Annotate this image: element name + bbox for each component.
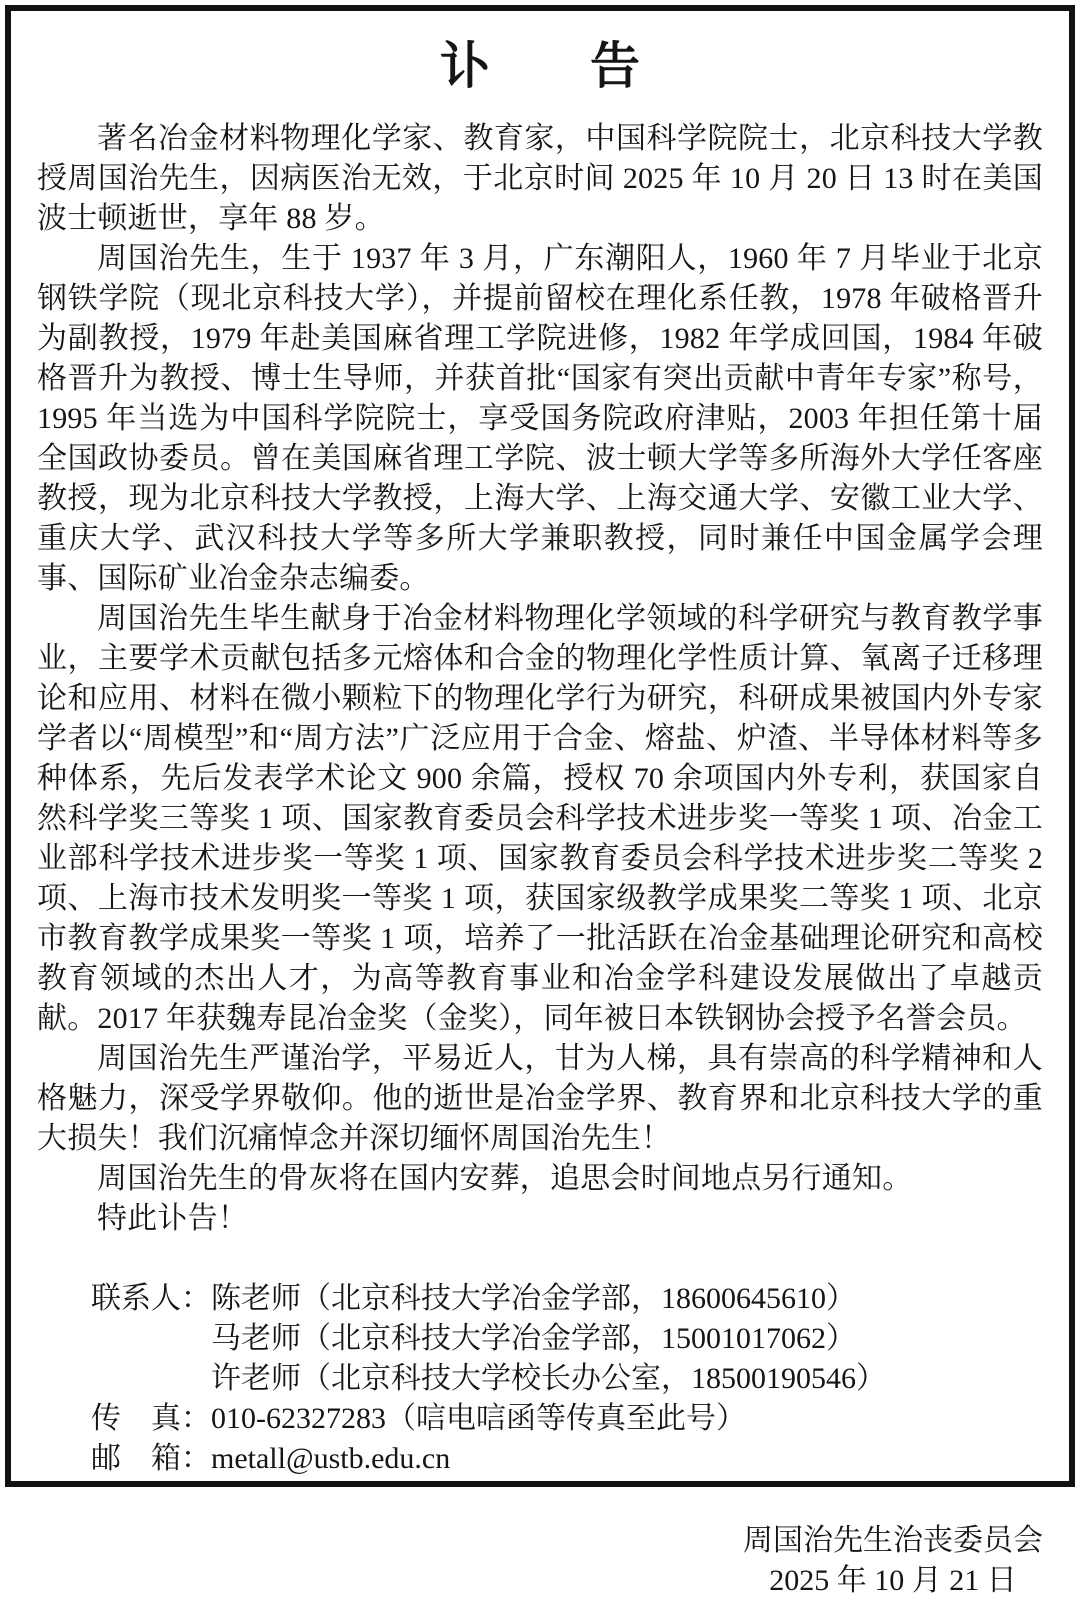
border-frame [5, 5, 1075, 1597]
contact-row-ma [91, 1319, 1043, 1359]
paragraph-tribute: 周国治先生严谨治学，平易近人，甘为人梯，具有崇高的科学精神和人格魅力，深受学界敬仰。他的逝世是冶金学界、教育界和北京科技大学的重大损失！我们沉痛悼念并深切缅怀周国治先生！ [37, 1042, 1043, 1155]
email-address: metall@ustb.edu.cn [211, 1442, 451, 1475]
signature-block [37, 1521, 1043, 1601]
contact-block [91, 1279, 1043, 1479]
contact-person-xu: 许老师（北京科技大学校长办公室，18500190546） [211, 1362, 886, 1395]
contact-row-xu [91, 1359, 1043, 1399]
signature-date: 2025 年 10 月 21 日 [769, 1564, 1017, 1597]
paragraph-death-announcement: 著名冶金材料物理化学家、教育家，中国科学院院士，北京科技大学教授周国治先生，因病医治无效，于北京时间 2025 年 10 月 20 日 13 时在美国波士顿逝世，享年 88 岁。 [37, 122, 1043, 235]
contact-row-chen [91, 1279, 1043, 1319]
fax-label: 传 真： [91, 1402, 211, 1435]
paragraph-closing: 特此讣告！ [97, 1202, 248, 1235]
contact-row-email [91, 1439, 1043, 1479]
signature-inner [743, 1521, 1043, 1601]
signature-committee: 周国治先生治丧委员会 [743, 1524, 1043, 1557]
notice-title: 讣告 [440, 38, 740, 94]
email-label: 邮 箱： [91, 1442, 211, 1475]
paragraph-burial-notice: 周国治先生的骨灰将在国内安葬，追思会时间地点另行通知。 [97, 1162, 913, 1195]
notice-body [37, 119, 1043, 1239]
paragraph-achievements: 周国治先生毕生献身于冶金材料物理化学领域的科学研究与教育教学事业，主要学术贡献包括多元熔体和合金的物理化学性质计算、氧离子迁移理论和应用、材料在微小颗粒下的物理化学行为研究，科研成果被国内外专家学者以“周模型”和“周方法”广泛应用于合金、熔盐、炉渣、半导体材料等多种体系，先后发表学术论文 900 余篇，授权 70 余项国内外专利，获国家自然科学奖三等奖 1 项、国家教育委员会科学技术进步奖一等奖 1 项、冶金工业部科学技术进步奖一等奖 1 项、国家教育委员会科学技术进步奖二等奖 2 项、上海市技术发明奖一等奖 1 项，获国家级教学成果奖二等奖 1 项、北京市教育教学成果奖一等奖 1 项，培养了一批活跃在冶金基础理论研究和高校教育领域的杰出人才，为高等教育事业和冶金学科建设发展做出了卓越贡献。2017 年获魏寿昆冶金奖（金奖），同年被日本铁钢协会授予名誉会员。 [37, 602, 1043, 1035]
contact-person-label: 联系人： [91, 1282, 211, 1315]
contact-row-fax [91, 1399, 1043, 1439]
contact-person-ma: 马老师（北京科技大学冶金学部，15001017062） [211, 1322, 856, 1355]
contact-person-chen: 陈老师（北京科技大学冶金学部，18600645610） [211, 1282, 856, 1315]
paragraph-biography: 周国治先生，生于 1937 年 3 月，广东潮阳人，1960 年 7 月毕业于北京钢铁学院（现北京科技大学），并提前留校在理化系任教，1978 年破格晋升为副教授，1979 年赴美国麻省理工学院进修，1982 年学成回国，1984 年破格晋升为教授、博士生导师，并获首批“国家有突出贡献中青年专家”称号，1995 年当选为中国科学院院士，享受国务院政府津贴，2003 年担任第十届全国政协委员。曾在美国麻省理工学院、波士顿大学等多所海外大学任客座教授，现为北京科技大学教授，上海大学、上海交通大学、安徽工业大学、重庆大学、武汉科技大学等多所大学兼职教授，同时兼任中国金属学会理事、国际矿业冶金杂志编委。 [37, 242, 1043, 595]
fax-number: 010-62327283（唁电唁函等传真至此号） [211, 1402, 746, 1435]
notice-content [11, 11, 1069, 1601]
